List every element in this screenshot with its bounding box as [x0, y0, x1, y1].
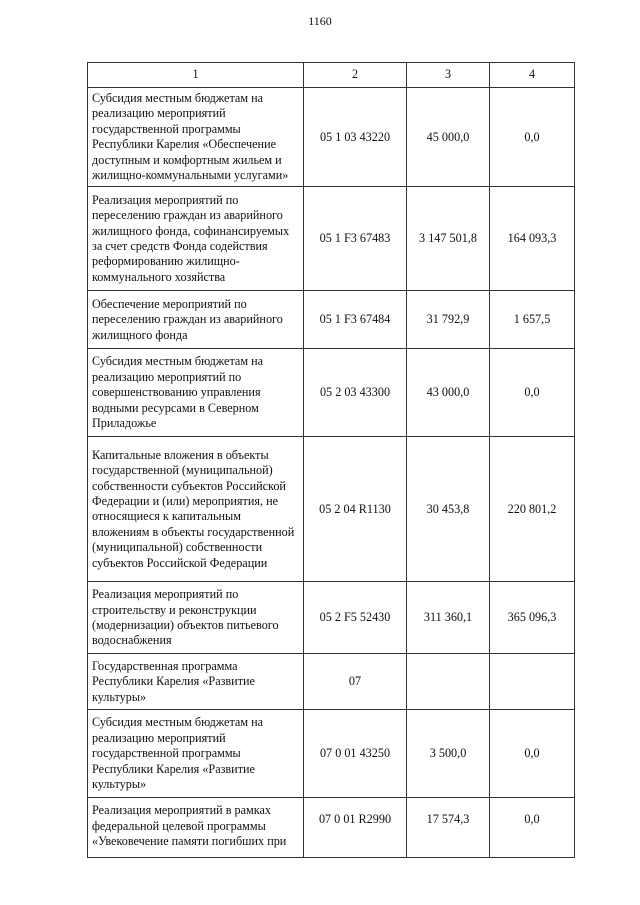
row-value-col3: 45 000,0: [407, 88, 490, 187]
row-name: Субсидия местным бюджетам на реализацию мероприятий государственной программы Республики Карелия «Обеспечение доступным и комфортным жильем и жилищно-коммунальными услугами»: [88, 88, 304, 187]
table-row: [88, 710, 575, 798]
row-code: 05 1 F3 67483: [304, 187, 407, 291]
row-value-col4: 0,0: [490, 88, 575, 187]
table-header-row: [88, 63, 575, 88]
table-row: [88, 582, 575, 654]
row-code: 07: [304, 654, 407, 710]
row-name: Реализация мероприятий по строительству и реконструкции (модернизации) объектов питьевого водоснабжения: [88, 582, 304, 654]
row-value-col4: 1 657,5: [490, 291, 575, 349]
row-code: 05 2 F5 52430: [304, 582, 407, 654]
table-row: [88, 187, 575, 291]
row-value-col4: 0,0: [490, 710, 575, 798]
row-code: 05 1 F3 67484: [304, 291, 407, 349]
row-value-col3: 30 453,8: [407, 437, 490, 582]
row-value-col3: 17 574,3: [407, 798, 490, 858]
table-row: [88, 291, 575, 349]
row-name: Капитальные вложения в объекты государственной (муниципальной) собственности субъектов Российской Федерации и (или) мероприятия, не относящиеся к капитальным вложениям в объекты государственной (муниципальной) собственности субъектов Российской Федерации: [88, 437, 304, 582]
table-row: [88, 88, 575, 187]
column-header: 4: [490, 63, 575, 88]
row-value-col3: 311 360,1: [407, 582, 490, 654]
row-value-col4: 0,0: [490, 349, 575, 437]
page-number: 1160: [308, 14, 332, 28]
row-value-col4: 164 093,3: [490, 187, 575, 291]
row-value-col4: 220 801,2: [490, 437, 575, 582]
column-header: 3: [407, 63, 490, 88]
column-header: 2: [304, 63, 407, 88]
row-code: 07 0 01 43250: [304, 710, 407, 798]
row-code: 05 2 04 R1130: [304, 437, 407, 582]
row-code: 05 2 03 43300: [304, 349, 407, 437]
table-row: [88, 798, 575, 858]
table-row: [88, 654, 575, 710]
row-value-col3: 31 792,9: [407, 291, 490, 349]
row-code: 07 0 01 R2990: [304, 798, 407, 858]
row-name: Субсидия местным бюджетам на реализацию мероприятий по совершенствованию управления водными ресурсами в Северном Приладожье: [88, 349, 304, 437]
row-name: Реализация мероприятий по переселению граждан из аварийного жилищного фонда, софинансируемых за счет средств Фонда содействия реформированию жилищно-коммунального хозяйства: [88, 187, 304, 291]
row-code: 05 1 03 43220: [304, 88, 407, 187]
row-value-col3: 43 000,0: [407, 349, 490, 437]
column-header: 1: [88, 63, 304, 88]
budget-table: [87, 62, 575, 858]
table-row: [88, 437, 575, 582]
row-value-col3: 3 500,0: [407, 710, 490, 798]
row-value-col3: 3 147 501,8: [407, 187, 490, 291]
row-value-col3: [407, 654, 490, 710]
row-name: Обеспечение мероприятий по переселению граждан из аварийного жилищного фонда: [88, 291, 304, 349]
table-row: [88, 349, 575, 437]
row-value-col4: [490, 654, 575, 710]
row-name: Субсидия местным бюджетам на реализацию мероприятий государственной программы Республики Карелия «Развитие культуры»: [88, 710, 304, 798]
row-name: Государственная программа Республики Карелия «Развитие культуры»: [88, 654, 304, 710]
row-value-col4: 0,0: [490, 798, 575, 858]
row-name: Реализация мероприятий в рамках федеральной целевой программы «Увековечение памяти погибших при: [88, 798, 304, 858]
row-value-col4: 365 096,3: [490, 582, 575, 654]
